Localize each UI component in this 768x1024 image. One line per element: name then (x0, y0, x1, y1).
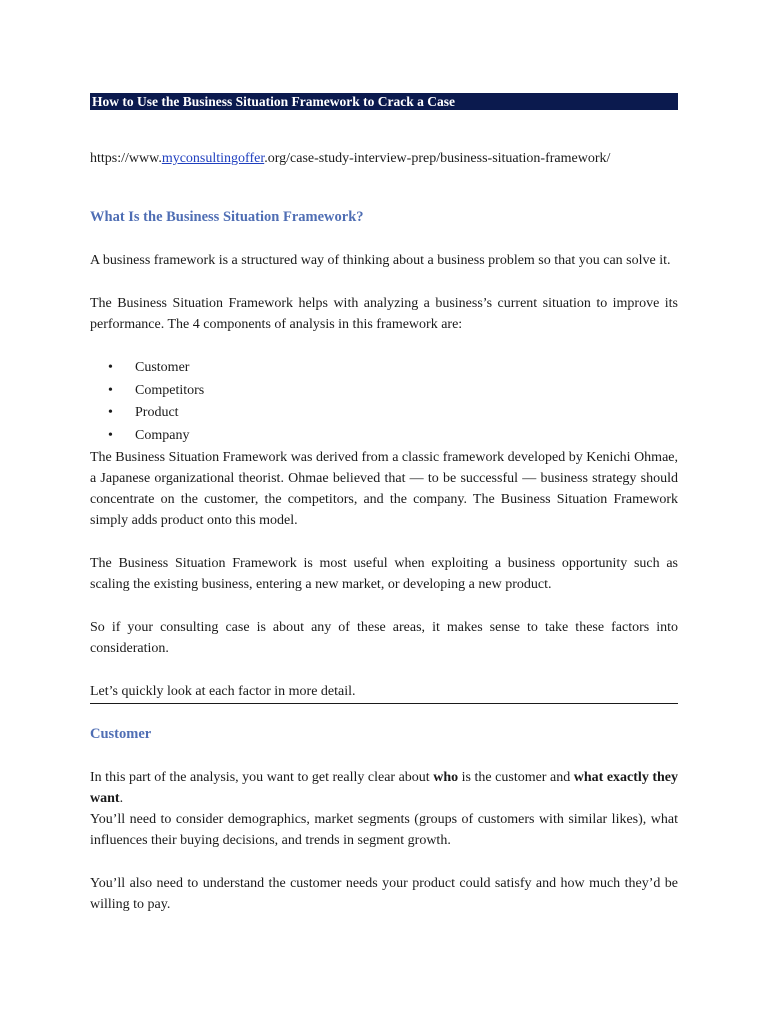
list-item-label: Product (135, 405, 179, 420)
list-item-label: Company (135, 427, 190, 443)
list-item (108, 380, 678, 403)
url-suffix: .org/case-study-interview-prep/business-situation-framework/ (264, 151, 611, 166)
paragraph-components-intro: The Business Situation Framework helps with analyzing a business’s current situation to improve its performance. The 4 components of analysis in this framework are: (90, 296, 678, 332)
section-heading-framework: What Is the Business Situation Framework? (90, 209, 364, 225)
section-heading-customer: Customer (90, 726, 152, 742)
list-item (108, 425, 678, 448)
url-prefix: https://www. (90, 151, 162, 166)
list-item (108, 357, 678, 380)
document-title: How to Use the Business Situation Framework to Crack a Case (90, 93, 678, 110)
bold-text-who: who (433, 770, 459, 785)
url-link[interactable]: myconsultingoffer (161, 151, 265, 166)
paragraph-customer-needs: You’ll also need to understand the customer needs your product could satisfy and how much they’d be willing to pay. (90, 876, 678, 912)
bullet-icon: • (108, 427, 113, 443)
paragraph-customer-intro (90, 767, 678, 809)
text-run: is the customer and (458, 770, 574, 785)
paragraph-demographics: You’ll need to consider demographics, market segments (groups of customers with similar likes), what influences their buying decisions, and trends in segment growth. (90, 812, 678, 848)
paragraph-transition: Let’s quickly look at each factor in more detail. (90, 681, 678, 704)
bullet-icon: • (108, 360, 113, 375)
paragraph-consideration: So if your consulting case is about any of these areas, it makes sense to take these factors into consideration. (90, 620, 678, 656)
text-run: . (119, 791, 124, 806)
document-body (90, 93, 678, 915)
text-run: In this part of the analysis, you want to get really clear about (90, 770, 434, 785)
paragraph-usefulness: The Business Situation Framework is most useful when exploiting a business opportunity such as scaling the existing business, entering a new market, or developing a new product. (90, 556, 678, 592)
components-list (90, 357, 678, 447)
source-url (90, 148, 678, 169)
list-item-label: Customer (135, 360, 190, 375)
paragraph-origin: The Business Situation Framework was derived from a classic framework developed by Kenichi Ohmae, a Japanese organizational theorist. Ohmae believed that — to be successful — business strategy should concentrate on the customer, the competitors, and the company. The Business Situation Framework simply adds product onto this model. (90, 450, 678, 528)
bullet-icon: • (108, 382, 113, 398)
bold-text-what-they-want: what exactly they want (90, 770, 679, 806)
list-item-label: Competitors (135, 382, 205, 398)
list-item (108, 402, 678, 425)
paragraph-definition: A business framework is a structured way of thinking about a business problem so that you can solve it. (90, 253, 671, 268)
bullet-icon: • (108, 405, 113, 420)
